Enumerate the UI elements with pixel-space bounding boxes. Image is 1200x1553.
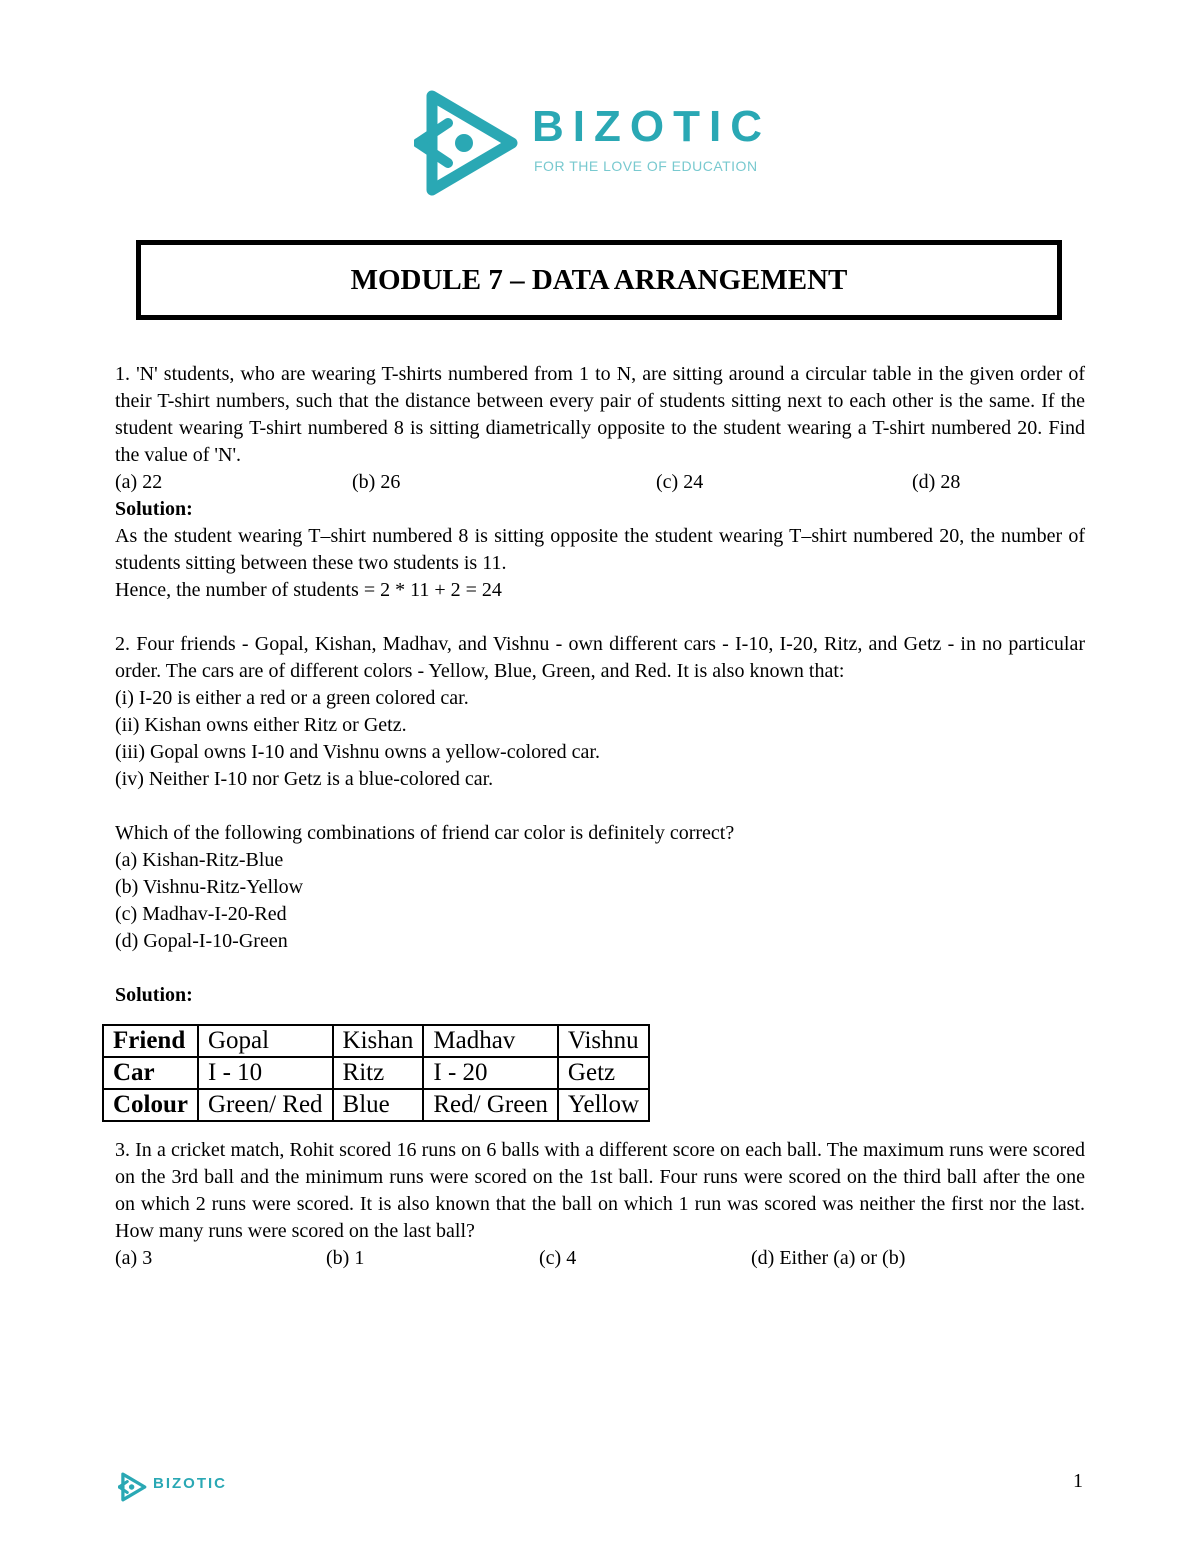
logo-tagline: FOR THE LOVE OF EDUCATION (534, 158, 758, 174)
condition-item: (iv) Neither I-10 nor Getz is a blue-colored car. (115, 768, 494, 790)
option-a: (a) Kishan-Ritz-Blue (115, 849, 284, 871)
option-d: (d) Gopal-I-10-Green (115, 930, 288, 952)
table-cell: Friend (103, 1025, 198, 1057)
option-b: (b) 26 (352, 471, 401, 493)
solution-label: Solution: (115, 498, 193, 520)
table-cell: Gopal (198, 1025, 333, 1057)
table-cell: Blue (333, 1089, 424, 1121)
table-cell: Getz (558, 1057, 649, 1089)
table-row (103, 1057, 649, 1089)
option-c: (c) Madhav-I-20-Red (115, 903, 287, 925)
option-b: (b) 1 (326, 1247, 365, 1269)
footer-logo-name: BIZOTIC (153, 1475, 227, 1492)
option-d: (d) 28 (912, 471, 961, 493)
table-cell: Ritz (333, 1057, 424, 1089)
logo-name: BIZOTIC (532, 102, 771, 151)
solution-table (102, 1024, 650, 1122)
question-2-text: 2. Four friends - Gopal, Kishan, Madhav, and Vishnu - own different cars - I-10, I-20, Ritz, and Getz - in no particular order. The cars are of different colors - Yellow, Blue, Green, and Red. It is also known that: (115, 633, 1085, 682)
option-a: (a) 22 (115, 471, 163, 493)
option-d: (d) Either (a) or (b) (751, 1247, 906, 1269)
table-cell: I - 10 (198, 1057, 333, 1089)
option-b: (b) Vishnu-Ritz-Yellow (115, 876, 304, 898)
logo-mark-icon (118, 1470, 148, 1504)
question-3-options (115, 1245, 1085, 1272)
question-3-text: 3. In a cricket match, Rohit scored 16 runs on 6 balls with a different score on each ball. The maximum runs were scored on the 3rd ball and the minimum runs were scored on the 1st ball. Four runs were scored on the third ball after the one on which 2 runs were scored. It is also known that the ball on which 1 run was scored was neither the first nor the last. How many runs were scored on the last ball? (115, 1139, 1085, 1242)
solution-text: As the student wearing T–shirt numbered 8 is sitting opposite the student wearing T–shirt numbered 20, the number of students sitting between these two students is 11. (115, 525, 1085, 574)
page-title: MODULE 7 – DATA ARRANGEMENT (350, 263, 848, 296)
table-cell: Kishan (333, 1025, 424, 1057)
solution-result: Hence, the number of students = 2 * 11 + 2 = 24 (115, 579, 502, 601)
question-1-options (115, 469, 1085, 496)
condition-item: (iii) Gopal owns I-10 and Vishnu owns a yellow-colored car. (115, 741, 600, 763)
bizotic-logo (414, 88, 794, 198)
question-2-prompt: Which of the following combinations of friend car color is definitely correct? (115, 822, 735, 844)
option-c: (c) 4 (539, 1247, 577, 1269)
logo-mark-icon (414, 88, 524, 198)
option-a: (a) 3 (115, 1247, 153, 1269)
table-cell: Car (103, 1057, 198, 1089)
document-body (115, 361, 1085, 1272)
footer-logo (118, 1470, 248, 1508)
condition-item: (ii) Kishan owns either Ritz or Getz. (115, 714, 407, 736)
option-c: (c) 24 (656, 471, 704, 493)
page-number: 1 (1073, 1470, 1083, 1492)
table-cell: I - 20 (423, 1057, 558, 1089)
condition-item: (i) I-20 is either a red or a green colored car. (115, 687, 469, 709)
module-title-box (136, 240, 1062, 320)
question-1-text: 1. 'N' students, who are wearing T-shirts numbered from 1 to N, are sitting around a circular table in the given order of their T-shirt numbers, such that the distance between every pair of students sitting next to each other is the same. If the student wearing T-shirt numbered 8 is sitting diametrically opposite to the student wearing a T-shirt numbered 20. Find the value of 'N'. (115, 363, 1085, 466)
table-cell: Madhav (423, 1025, 558, 1057)
table-cell: Colour (103, 1089, 198, 1121)
table-cell: Yellow (558, 1089, 649, 1121)
table-cell: Green/ Red (198, 1089, 333, 1121)
table-cell: Vishnu (558, 1025, 649, 1057)
solution-label: Solution: (115, 984, 193, 1006)
table-row (103, 1025, 649, 1057)
table-cell: Red/ Green (423, 1089, 558, 1121)
table-row (103, 1089, 649, 1121)
